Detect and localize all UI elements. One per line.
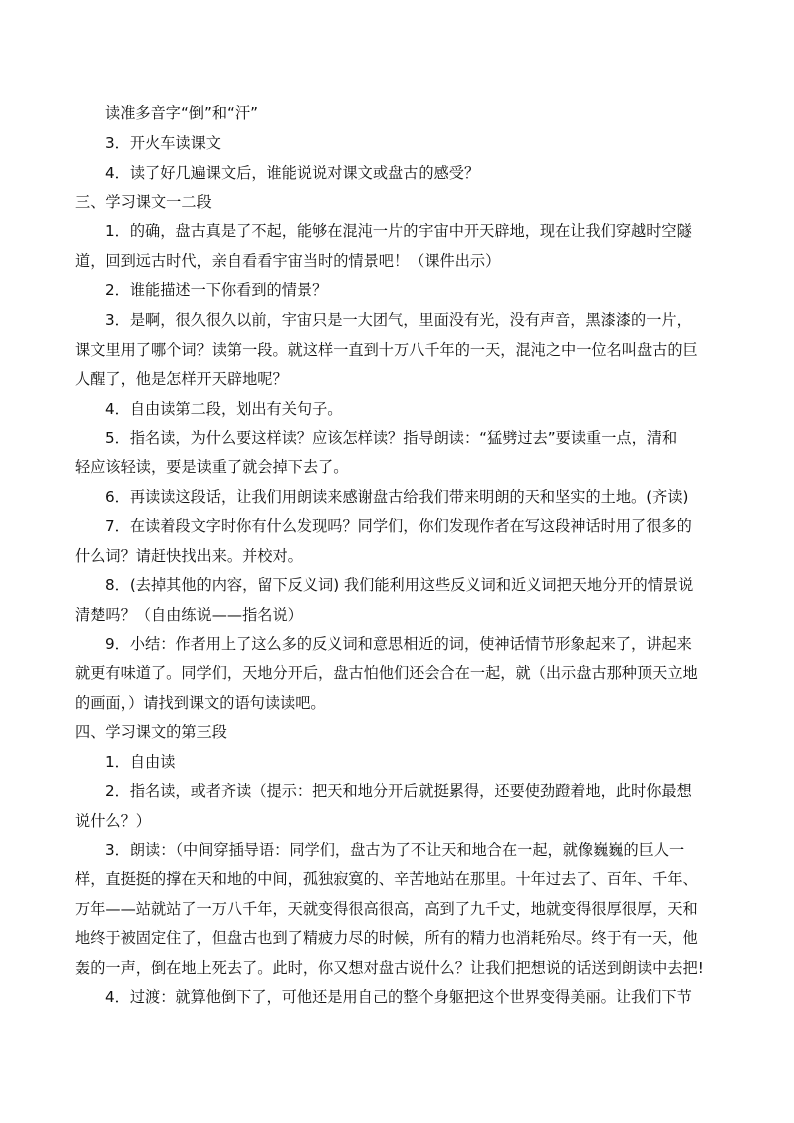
section-heading: 四、学习课文的第三段 <box>75 723 227 741</box>
text-line: 1．的确，盘古真是了不起，能够在混沌一片的宇宙中开天辟地，现在让我们穿越时空隧 <box>105 222 692 240</box>
text-line: 什么词？请赶快找出来。并校对。 <box>75 547 303 565</box>
text-line: 4．读了好几遍课文后，谁能说说对课文或盘古的感受？ <box>105 164 480 182</box>
section-heading: 三、学习课文一二段 <box>75 193 212 211</box>
text-line: 2．指名读，或者齐读（提示：把天和地分开后就挺累得，还要使劲蹬着地，此时你最想 <box>105 782 692 800</box>
text-line: 8．(去掉其他的内容，留下反义词) 我们能利用这些反义词和近义词把天地分开的情景说 <box>105 576 694 594</box>
text-line: 3．开火车读课文 <box>105 134 221 152</box>
text-line: 9．小结：作者用上了这么多的反义词和意思相近的词，使神话情节形象起来了，讲起来 <box>105 635 692 653</box>
text-line: 3．是啊，很久很久以前，宇宙只是一大团气，里面没有光，没有声音，黑漆漆的一片， <box>105 311 692 329</box>
text-line: 样，直挺挺的撑在天和地的中间，孤独寂寞的、辛苦地站在那里。十年过去了、百年、千年、 <box>75 870 698 888</box>
text-line: 说什么？） <box>75 812 151 830</box>
text-line: 课文里用了哪个词？读第一段。就这样一直到十万八千年的一天，混沌之中一位名叫盘古的巨 <box>75 341 698 359</box>
text-line: 2．谁能描述一下你看到的情景？ <box>105 281 328 299</box>
text-line: 4．自由读第二段，划出有关句子。 <box>105 400 343 418</box>
text-line: 6．再读读这段话，让我们用朗读来感谢盘古给我们带来明朗的天和坚实的土地。(齐读) <box>105 488 689 506</box>
text-line: 就更有味道了。同学们，天地分开后，盘古怕他们还会合在一起，就（出示盘古那种顶天立地 <box>75 664 698 682</box>
text-line: 5．指名读，为什么要这样读？应该怎样读？指导朗读：“猛劈过去”要读重一点，清和 <box>105 429 678 447</box>
text-line: 万年——站就站了一万八千年，天就变得很高很高，高到了九千丈，地就变得很厚很厚，天和 <box>75 900 698 918</box>
text-line: 地终于被固定住了，但盘古也到了精疲力尽的时候，所有的精力也消耗殆尽。终于有一天，他 <box>75 929 698 947</box>
text-line: 的画面，）请找到课文的语句读读吧。 <box>75 694 326 712</box>
text-line: 4．过渡：就算他倒下了，可他还是用自己的整个身躯把这个世界变得美丽。让我们下节 <box>105 988 692 1006</box>
text-line: 轻应该轻读，要是读重了就会掉下去了。 <box>75 458 349 476</box>
text-line: 7．在读着段文字时你有什么发现吗？同学们，你们发现作者在写这段神话时用了很多的 <box>105 517 692 535</box>
text-line: 3．朗读：（中间穿插导语：同学们，盘古为了不让天和地合在一起，就像巍巍的巨人一 <box>105 841 685 859</box>
text-line: 道，回到远古时代，亲自看看宇宙当时的情景吧！（课件出示） <box>75 252 501 270</box>
text-line: 轰的一声，倒在地上死去了。此时，你又想对盘古说什么？让我们把想说的话送到朗读中去把! <box>75 959 704 977</box>
text-line: 清楚吗？（自由练说——指名说） <box>75 606 303 624</box>
text-line: 读准多音字“倒”和“汗” <box>105 104 258 122</box>
text-line: 1．自由读 <box>105 753 176 771</box>
text-line: 人醒了，他是怎样开天辟地呢？ <box>75 370 288 388</box>
